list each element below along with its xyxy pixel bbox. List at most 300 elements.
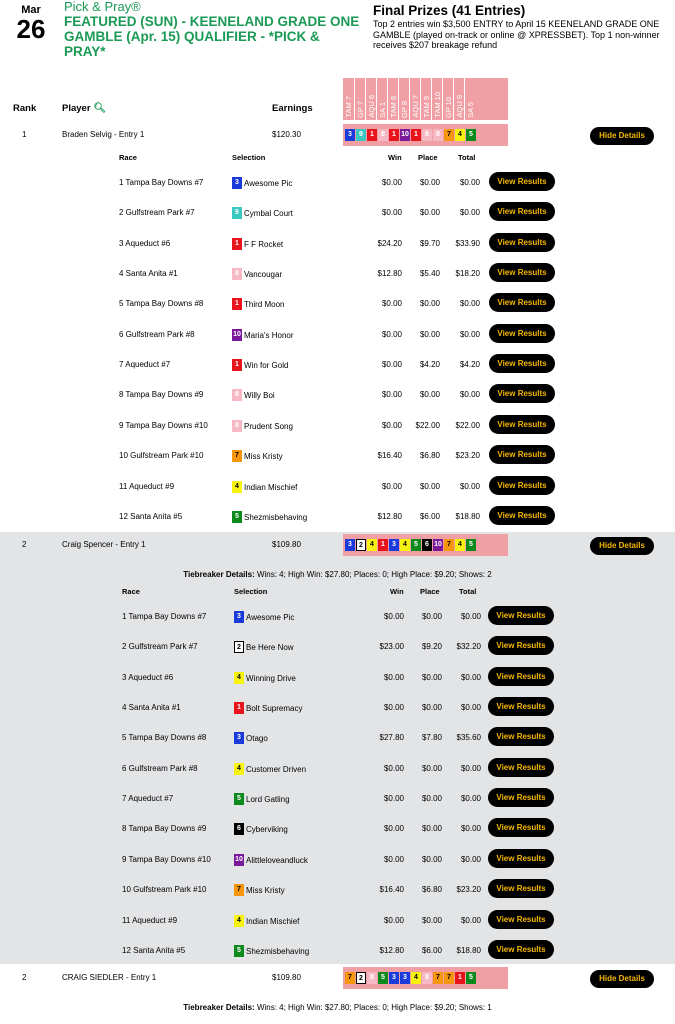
pick-number-badge: 8 xyxy=(422,972,432,984)
pick-number-badge: 7 xyxy=(444,972,454,984)
selection-number-badge: 10 xyxy=(234,854,244,866)
pick-number-badge: 5 xyxy=(466,129,476,141)
detail-win: $12.80 xyxy=(379,946,404,955)
prizes-panel xyxy=(373,3,663,51)
detail-row xyxy=(0,350,675,380)
contest-info xyxy=(64,0,360,59)
detail-win: $24.20 xyxy=(377,239,402,248)
race-header-label: SA 1 xyxy=(378,102,387,118)
detail-place: $6.00 xyxy=(421,946,442,955)
detail-total: $0.00 xyxy=(460,703,481,712)
view-results-button[interactable]: View Results xyxy=(488,940,554,959)
detail-place: $0.00 xyxy=(419,299,440,308)
detail-race: 10 Gulfstream Park #10 xyxy=(122,885,207,894)
pick-number-badge: 5 xyxy=(466,539,476,551)
entry-picks-strip xyxy=(343,124,508,146)
selection-number-badge: 8 xyxy=(232,420,242,432)
detail-total: $32.20 xyxy=(456,642,481,651)
detail-selection xyxy=(232,450,283,462)
selection-horse-name: Awesome Pic xyxy=(244,178,293,188)
details-header xyxy=(0,587,675,599)
details-place-header: Place xyxy=(420,587,440,596)
detail-row xyxy=(0,693,675,723)
details-race-header: Race xyxy=(119,153,137,162)
selection-horse-name: Prudent Song xyxy=(244,421,293,431)
pick-number-badge: 7 xyxy=(433,972,443,984)
detail-row xyxy=(0,168,675,198)
search-icon[interactable]: 🔍︎ xyxy=(93,103,107,114)
race-header-3 xyxy=(365,78,376,120)
detail-win: $0.00 xyxy=(383,612,404,621)
detail-place: $0.00 xyxy=(421,673,442,682)
details-total-header: Total xyxy=(458,153,476,162)
selection-number-badge: 8 xyxy=(232,389,242,401)
detail-selection xyxy=(234,763,306,775)
hide-details-button[interactable]: Hide Details xyxy=(590,537,654,555)
details-header xyxy=(0,153,675,165)
detail-place: $4.20 xyxy=(419,360,440,369)
pick-number-badge: 8 xyxy=(433,129,443,141)
detail-race: 9 Tampa Bay Downs #10 xyxy=(122,855,211,864)
tiebreaker-details xyxy=(0,1003,675,1012)
selection-horse-name: Awesome Pic xyxy=(246,612,295,622)
selection-horse-name: Winning Drive xyxy=(246,673,296,683)
entry-rank: 1 xyxy=(22,130,27,139)
details-win-header: Win xyxy=(390,587,404,596)
selection-horse-name: Indian Mischief xyxy=(246,916,300,926)
pick-number-badge: 4 xyxy=(455,129,465,141)
view-results-button[interactable]: View Results xyxy=(488,879,554,898)
detail-row xyxy=(0,411,675,441)
detail-row xyxy=(0,936,675,966)
selection-horse-name: Bolt Supremacy xyxy=(246,703,303,713)
detail-selection xyxy=(232,329,294,341)
pick-number-badge: 9 xyxy=(356,129,366,141)
detail-selection xyxy=(232,238,283,250)
race-header-label: TAM 8 xyxy=(389,96,398,118)
selection-number-badge: 3 xyxy=(234,732,244,744)
detail-race: 2 Gulfstream Park #7 xyxy=(122,642,198,651)
entry-row[interactable] xyxy=(0,122,675,148)
detail-race: 8 Tampa Bay Downs #9 xyxy=(119,390,204,399)
detail-win: $0.00 xyxy=(381,360,402,369)
pick-number-badge: 1 xyxy=(378,539,388,551)
entry-player-name[interactable]: Craig Spencer - Entry 1 xyxy=(62,540,146,549)
detail-total: $18.80 xyxy=(456,946,481,955)
detail-win: $0.00 xyxy=(383,703,404,712)
selection-horse-name: Win for Gold xyxy=(244,360,289,370)
race-header-9 xyxy=(431,78,442,120)
race-header-6 xyxy=(398,78,409,120)
view-results-button[interactable]: View Results xyxy=(488,818,554,837)
tiebreaker-label: Tiebreaker Details: xyxy=(183,570,255,579)
detail-race: 4 Santa Anita #1 xyxy=(119,269,178,278)
race-header-label: AQU 7 xyxy=(411,95,420,118)
view-results-button[interactable]: View Results xyxy=(488,788,554,807)
selection-number-badge: 10 xyxy=(232,329,242,341)
detail-selection xyxy=(234,672,296,684)
rank-column-header: Rank xyxy=(13,103,37,114)
detail-place: $0.00 xyxy=(421,703,442,712)
entry-picks-strip xyxy=(343,534,508,556)
entry-earnings: $109.80 xyxy=(272,540,301,549)
view-results-button[interactable]: View Results xyxy=(489,445,555,464)
pick-number-badge: 5 xyxy=(411,539,421,551)
detail-selection xyxy=(234,823,288,835)
hide-details-button[interactable]: Hide Details xyxy=(590,970,654,988)
detail-total: $18.20 xyxy=(455,269,480,278)
detail-place: $0.00 xyxy=(421,764,442,773)
selection-horse-name: Customer Driven xyxy=(246,764,307,774)
detail-race: 5 Tampa Bay Downs #8 xyxy=(119,299,204,308)
race-header-label: GP 10 xyxy=(444,96,453,118)
view-results-button[interactable]: View Results xyxy=(488,606,554,625)
detail-win: $0.00 xyxy=(381,330,402,339)
details-race-header: Race xyxy=(122,587,140,596)
detail-row xyxy=(0,814,675,844)
tiebreaker-text: Wins: 4; High Win: $27.80; Places: 0; High Place: $9.20; Shows: 2 xyxy=(254,570,492,579)
pick-number-badge: 7 xyxy=(444,539,454,551)
pick-number-badge: 8 xyxy=(422,129,432,141)
detail-total: $22.00 xyxy=(455,421,480,430)
view-results-button[interactable]: View Results xyxy=(488,727,554,746)
detail-selection xyxy=(234,611,294,623)
selection-number-badge: 7 xyxy=(234,884,244,896)
selection-number-badge: 6 xyxy=(234,823,244,835)
detail-total: $0.00 xyxy=(460,612,481,621)
view-results-button[interactable]: View Results xyxy=(488,758,554,777)
detail-place: $9.20 xyxy=(421,642,442,651)
selection-horse-name: Miss Kristy xyxy=(246,885,285,895)
detail-total: $0.00 xyxy=(459,178,480,187)
entry-earnings: $120.30 xyxy=(272,130,301,139)
detail-race: 10 Gulfstream Park #10 xyxy=(119,451,204,460)
selection-number-badge: 5 xyxy=(234,793,244,805)
race-header-2 xyxy=(354,78,365,120)
detail-race: 9 Tampa Bay Downs #10 xyxy=(119,421,208,430)
detail-row xyxy=(0,602,675,632)
detail-selection xyxy=(232,511,307,523)
view-results-button[interactable]: View Results xyxy=(488,910,554,929)
detail-row xyxy=(0,289,675,319)
race-header-7 xyxy=(409,78,420,120)
contest-date xyxy=(12,4,50,42)
detail-total: $0.00 xyxy=(459,390,480,399)
detail-total: $0.00 xyxy=(459,208,480,217)
detail-place: $22.00 xyxy=(415,421,440,430)
detail-total: $0.00 xyxy=(460,916,481,925)
detail-row xyxy=(0,320,675,350)
detail-selection xyxy=(234,915,299,927)
selection-number-badge: 3 xyxy=(232,177,242,189)
view-results-button[interactable]: View Results xyxy=(489,324,555,343)
tiebreaker-details xyxy=(0,570,675,579)
pick-number-badge: 3 xyxy=(400,972,410,984)
view-results-button[interactable]: View Results xyxy=(489,263,555,282)
detail-win: $0.00 xyxy=(383,764,404,773)
detail-total: $18.80 xyxy=(455,512,480,521)
detail-total: $23.20 xyxy=(455,451,480,460)
selection-number-badge: 1 xyxy=(234,702,244,714)
race-header-12 xyxy=(464,78,475,120)
view-results-button[interactable]: View Results xyxy=(489,172,555,191)
detail-total: $0.00 xyxy=(460,855,481,864)
race-header-label: GP 7 xyxy=(356,101,365,118)
detail-race: 6 Gulfstream Park #8 xyxy=(122,764,198,773)
detail-race: 6 Gulfstream Park #8 xyxy=(119,330,195,339)
detail-place: $0.00 xyxy=(419,178,440,187)
entry-earnings: $109.80 xyxy=(272,973,301,982)
pick-number-badge: 4 xyxy=(400,539,410,551)
race-header-11 xyxy=(453,78,464,120)
detail-total: $0.00 xyxy=(459,330,480,339)
detail-selection xyxy=(232,481,297,493)
detail-selection xyxy=(232,389,275,401)
selection-horse-name: Third Moon xyxy=(244,299,285,309)
view-results-button[interactable]: View Results xyxy=(489,202,555,221)
race-header-5 xyxy=(387,78,398,120)
detail-win: $0.00 xyxy=(381,390,402,399)
view-results-button[interactable]: View Results xyxy=(488,636,554,655)
detail-selection xyxy=(232,298,284,310)
contest-header xyxy=(0,0,675,80)
detail-total: $0.00 xyxy=(460,824,481,833)
detail-selection xyxy=(234,732,268,744)
detail-row xyxy=(0,784,675,814)
detail-place: $6.00 xyxy=(419,512,440,521)
pick-number-badge: 6 xyxy=(422,539,432,551)
pick-number-badge: 3 xyxy=(389,539,399,551)
detail-win: $16.40 xyxy=(379,885,404,894)
race-header-label: AQU 6 xyxy=(367,95,376,118)
view-results-button[interactable]: View Results xyxy=(489,415,555,434)
selection-number-badge: 1 xyxy=(232,298,242,310)
race-header-8 xyxy=(420,78,431,120)
detail-place: $0.00 xyxy=(421,612,442,621)
pick-number-badge: 7 xyxy=(345,972,355,984)
pick-number-badge: 7 xyxy=(444,129,454,141)
detail-total: $4.20 xyxy=(459,360,480,369)
view-results-button[interactable]: View Results xyxy=(489,506,555,525)
selection-horse-name: Cyberviking xyxy=(246,824,288,834)
selection-horse-name: Maria's Honor xyxy=(244,330,294,340)
detail-place: $0.00 xyxy=(421,855,442,864)
detail-row xyxy=(0,259,675,289)
selection-number-badge: 1 xyxy=(232,238,242,250)
detail-selection xyxy=(232,359,288,371)
selection-horse-name: Indian Mischief xyxy=(244,482,298,492)
selection-number-badge: 5 xyxy=(234,945,244,957)
earnings-column-header: Earnings xyxy=(272,103,313,114)
race-header-4 xyxy=(376,78,387,120)
entry-row[interactable] xyxy=(0,965,675,991)
race-header-10 xyxy=(442,78,453,120)
detail-total: $0.00 xyxy=(460,673,481,682)
pick-number-badge: 8 xyxy=(378,129,388,141)
detail-place: $0.00 xyxy=(419,330,440,339)
player-column-label: Player xyxy=(62,103,91,114)
race-header-label: SA 5 xyxy=(466,102,475,118)
selection-horse-name: Vancougar xyxy=(244,269,283,279)
pick-number-badge: 1 xyxy=(455,972,465,984)
entry-picks-strip xyxy=(343,967,508,989)
detail-race: 11 Aqueduct #9 xyxy=(119,482,175,491)
pick-number-badge: 4 xyxy=(455,539,465,551)
race-header-label: TAM 9 xyxy=(422,96,431,118)
detail-race: 11 Aqueduct #9 xyxy=(122,916,178,925)
detail-total: $35.60 xyxy=(456,733,481,742)
selection-number-badge: 4 xyxy=(234,915,244,927)
selection-horse-name: Alittleloveandluck xyxy=(246,855,308,865)
detail-row xyxy=(0,502,675,532)
pick-number-badge: 4 xyxy=(367,539,377,551)
pick-number-badge: 2 xyxy=(356,972,366,984)
date-day: 26 xyxy=(16,14,46,44)
selection-horse-name: Otago xyxy=(246,733,268,743)
detail-win: $0.00 xyxy=(383,855,404,864)
detail-race: 5 Tampa Bay Downs #8 xyxy=(122,733,207,742)
selection-horse-name: Shezmisbehaving xyxy=(244,512,308,522)
date-month: Mar xyxy=(21,4,41,16)
race-header-label: TAM 10 xyxy=(433,92,442,118)
detail-row xyxy=(0,723,675,753)
contest-subtitle: Pick & Pray® xyxy=(64,0,141,14)
pick-number-badge: 3 xyxy=(345,539,355,551)
detail-selection xyxy=(234,854,308,866)
view-results-button[interactable]: View Results xyxy=(488,667,554,686)
detail-race: 2 Gulfstream Park #7 xyxy=(119,208,195,217)
hide-details-button[interactable]: Hide Details xyxy=(590,127,654,145)
entry-row[interactable] xyxy=(0,532,675,558)
detail-race: 12 Santa Anita #5 xyxy=(122,946,186,955)
entry-player-name[interactable]: Braden Selvig - Entry 1 xyxy=(62,130,145,139)
pick-number-badge: 8 xyxy=(367,972,377,984)
race-column-headers xyxy=(343,78,508,120)
pick-number-badge: 3 xyxy=(389,972,399,984)
detail-race: 7 Aqueduct #7 xyxy=(119,360,171,369)
pick-number-badge: 10 xyxy=(433,539,443,551)
tiebreaker-text: Wins: 4; High Win: $27.80; Places: 0; High Place: $9.20; Shows: 1 xyxy=(254,1003,492,1012)
detail-row xyxy=(0,875,675,905)
prizes-title: Final Prizes (41 Entries) xyxy=(373,3,526,18)
detail-race: 7 Aqueduct #7 xyxy=(122,794,174,803)
selection-number-badge: 4 xyxy=(232,481,242,493)
entry-player-name[interactable]: CRAIG SIEDLER - Entry 1 xyxy=(62,973,157,982)
race-header-label: TAM 7 xyxy=(344,96,353,118)
selection-horse-name: F F Rocket xyxy=(244,239,284,249)
detail-selection xyxy=(234,793,290,805)
tiebreaker-label: Tiebreaker Details: xyxy=(183,1003,255,1012)
pick-number-badge: 10 xyxy=(400,129,410,141)
view-results-button[interactable]: View Results xyxy=(489,384,555,403)
selection-number-badge: 7 xyxy=(232,450,242,462)
race-header-label: AQU 9 xyxy=(455,95,464,118)
detail-place: $0.00 xyxy=(419,208,440,217)
detail-win: $0.00 xyxy=(383,916,404,925)
view-results-button[interactable]: View Results xyxy=(488,849,554,868)
detail-place: $5.40 xyxy=(419,269,440,278)
detail-row xyxy=(0,380,675,410)
detail-win: $0.00 xyxy=(381,421,402,430)
detail-total: $33.90 xyxy=(455,239,480,248)
detail-row xyxy=(0,632,675,662)
detail-selection xyxy=(234,702,302,714)
view-results-button[interactable]: View Results xyxy=(488,697,554,716)
selection-number-badge: 2 xyxy=(234,641,244,653)
details-win-header: Win xyxy=(388,153,402,162)
detail-selection xyxy=(234,641,294,653)
detail-win: $0.00 xyxy=(383,673,404,682)
detail-total: $0.00 xyxy=(459,299,480,308)
detail-win: $27.80 xyxy=(379,733,404,742)
detail-win: $0.00 xyxy=(383,824,404,833)
selection-number-badge: 1 xyxy=(232,359,242,371)
entry-rank: 2 xyxy=(22,973,27,982)
detail-win: $0.00 xyxy=(381,299,402,308)
race-header-label: GP 8 xyxy=(400,101,409,118)
detail-row xyxy=(0,198,675,228)
detail-win: $0.00 xyxy=(381,208,402,217)
entry-rank: 2 xyxy=(22,540,27,549)
selection-number-badge: 3 xyxy=(234,611,244,623)
pick-number-badge: 1 xyxy=(389,129,399,141)
race-header-1 xyxy=(343,78,354,120)
selection-horse-name: Willy Boi xyxy=(244,390,275,400)
details-selection-header: Selection xyxy=(232,153,266,162)
view-results-button[interactable]: View Results xyxy=(489,293,555,312)
detail-race: 1 Tampa Bay Downs #7 xyxy=(119,178,204,187)
detail-total: $0.00 xyxy=(460,764,481,773)
detail-place: $0.00 xyxy=(419,390,440,399)
detail-row xyxy=(0,472,675,502)
detail-selection xyxy=(234,945,309,957)
pick-number-badge: 4 xyxy=(411,972,421,984)
detail-place: $7.80 xyxy=(421,733,442,742)
detail-place: $6.80 xyxy=(421,885,442,894)
view-results-button[interactable]: View Results xyxy=(489,233,555,252)
view-results-button[interactable]: View Results xyxy=(489,476,555,495)
detail-place: $6.80 xyxy=(419,451,440,460)
detail-row xyxy=(0,845,675,875)
pick-number-badge: 1 xyxy=(411,129,421,141)
pick-number-badge: 5 xyxy=(466,972,476,984)
detail-place: $0.00 xyxy=(419,482,440,491)
detail-row xyxy=(0,663,675,693)
detail-selection xyxy=(232,268,282,280)
detail-selection xyxy=(232,207,293,219)
prizes-text: Top 2 entries win $3,500 ENTRY to April 15 KEENELAND GRADE ONE GAMBLE (played on-track or online @ XPRESSBET). Top 1 non-winner receives $207 breakage refund xyxy=(373,19,660,50)
view-results-button[interactable]: View Results xyxy=(489,354,555,373)
selection-number-badge: 4 xyxy=(234,672,244,684)
details-total-header: Total xyxy=(459,587,477,596)
detail-total: $23.20 xyxy=(456,885,481,894)
selection-number-badge: 9 xyxy=(232,207,242,219)
detail-race: 3 Aqueduct #6 xyxy=(122,673,174,682)
detail-race: 1 Tampa Bay Downs #7 xyxy=(122,612,207,621)
contest-title: FEATURED (SUN) - KEENELAND GRADE ONE GAMBLE (Apr. 15) QUALIFIER - *PICK & PRAY* xyxy=(64,14,360,59)
detail-win: $0.00 xyxy=(383,794,404,803)
selection-horse-name: Miss Kristy xyxy=(244,451,283,461)
detail-place: $0.00 xyxy=(421,794,442,803)
detail-selection xyxy=(234,884,285,896)
detail-total: $0.00 xyxy=(460,794,481,803)
detail-race: 8 Tampa Bay Downs #9 xyxy=(122,824,207,833)
selection-horse-name: Lord Gatling xyxy=(246,794,290,804)
pick-number-badge: 3 xyxy=(345,129,355,141)
selection-horse-name: Shezmisbehaving xyxy=(246,946,310,956)
detail-win: $0.00 xyxy=(381,178,402,187)
detail-win: $12.80 xyxy=(377,512,402,521)
